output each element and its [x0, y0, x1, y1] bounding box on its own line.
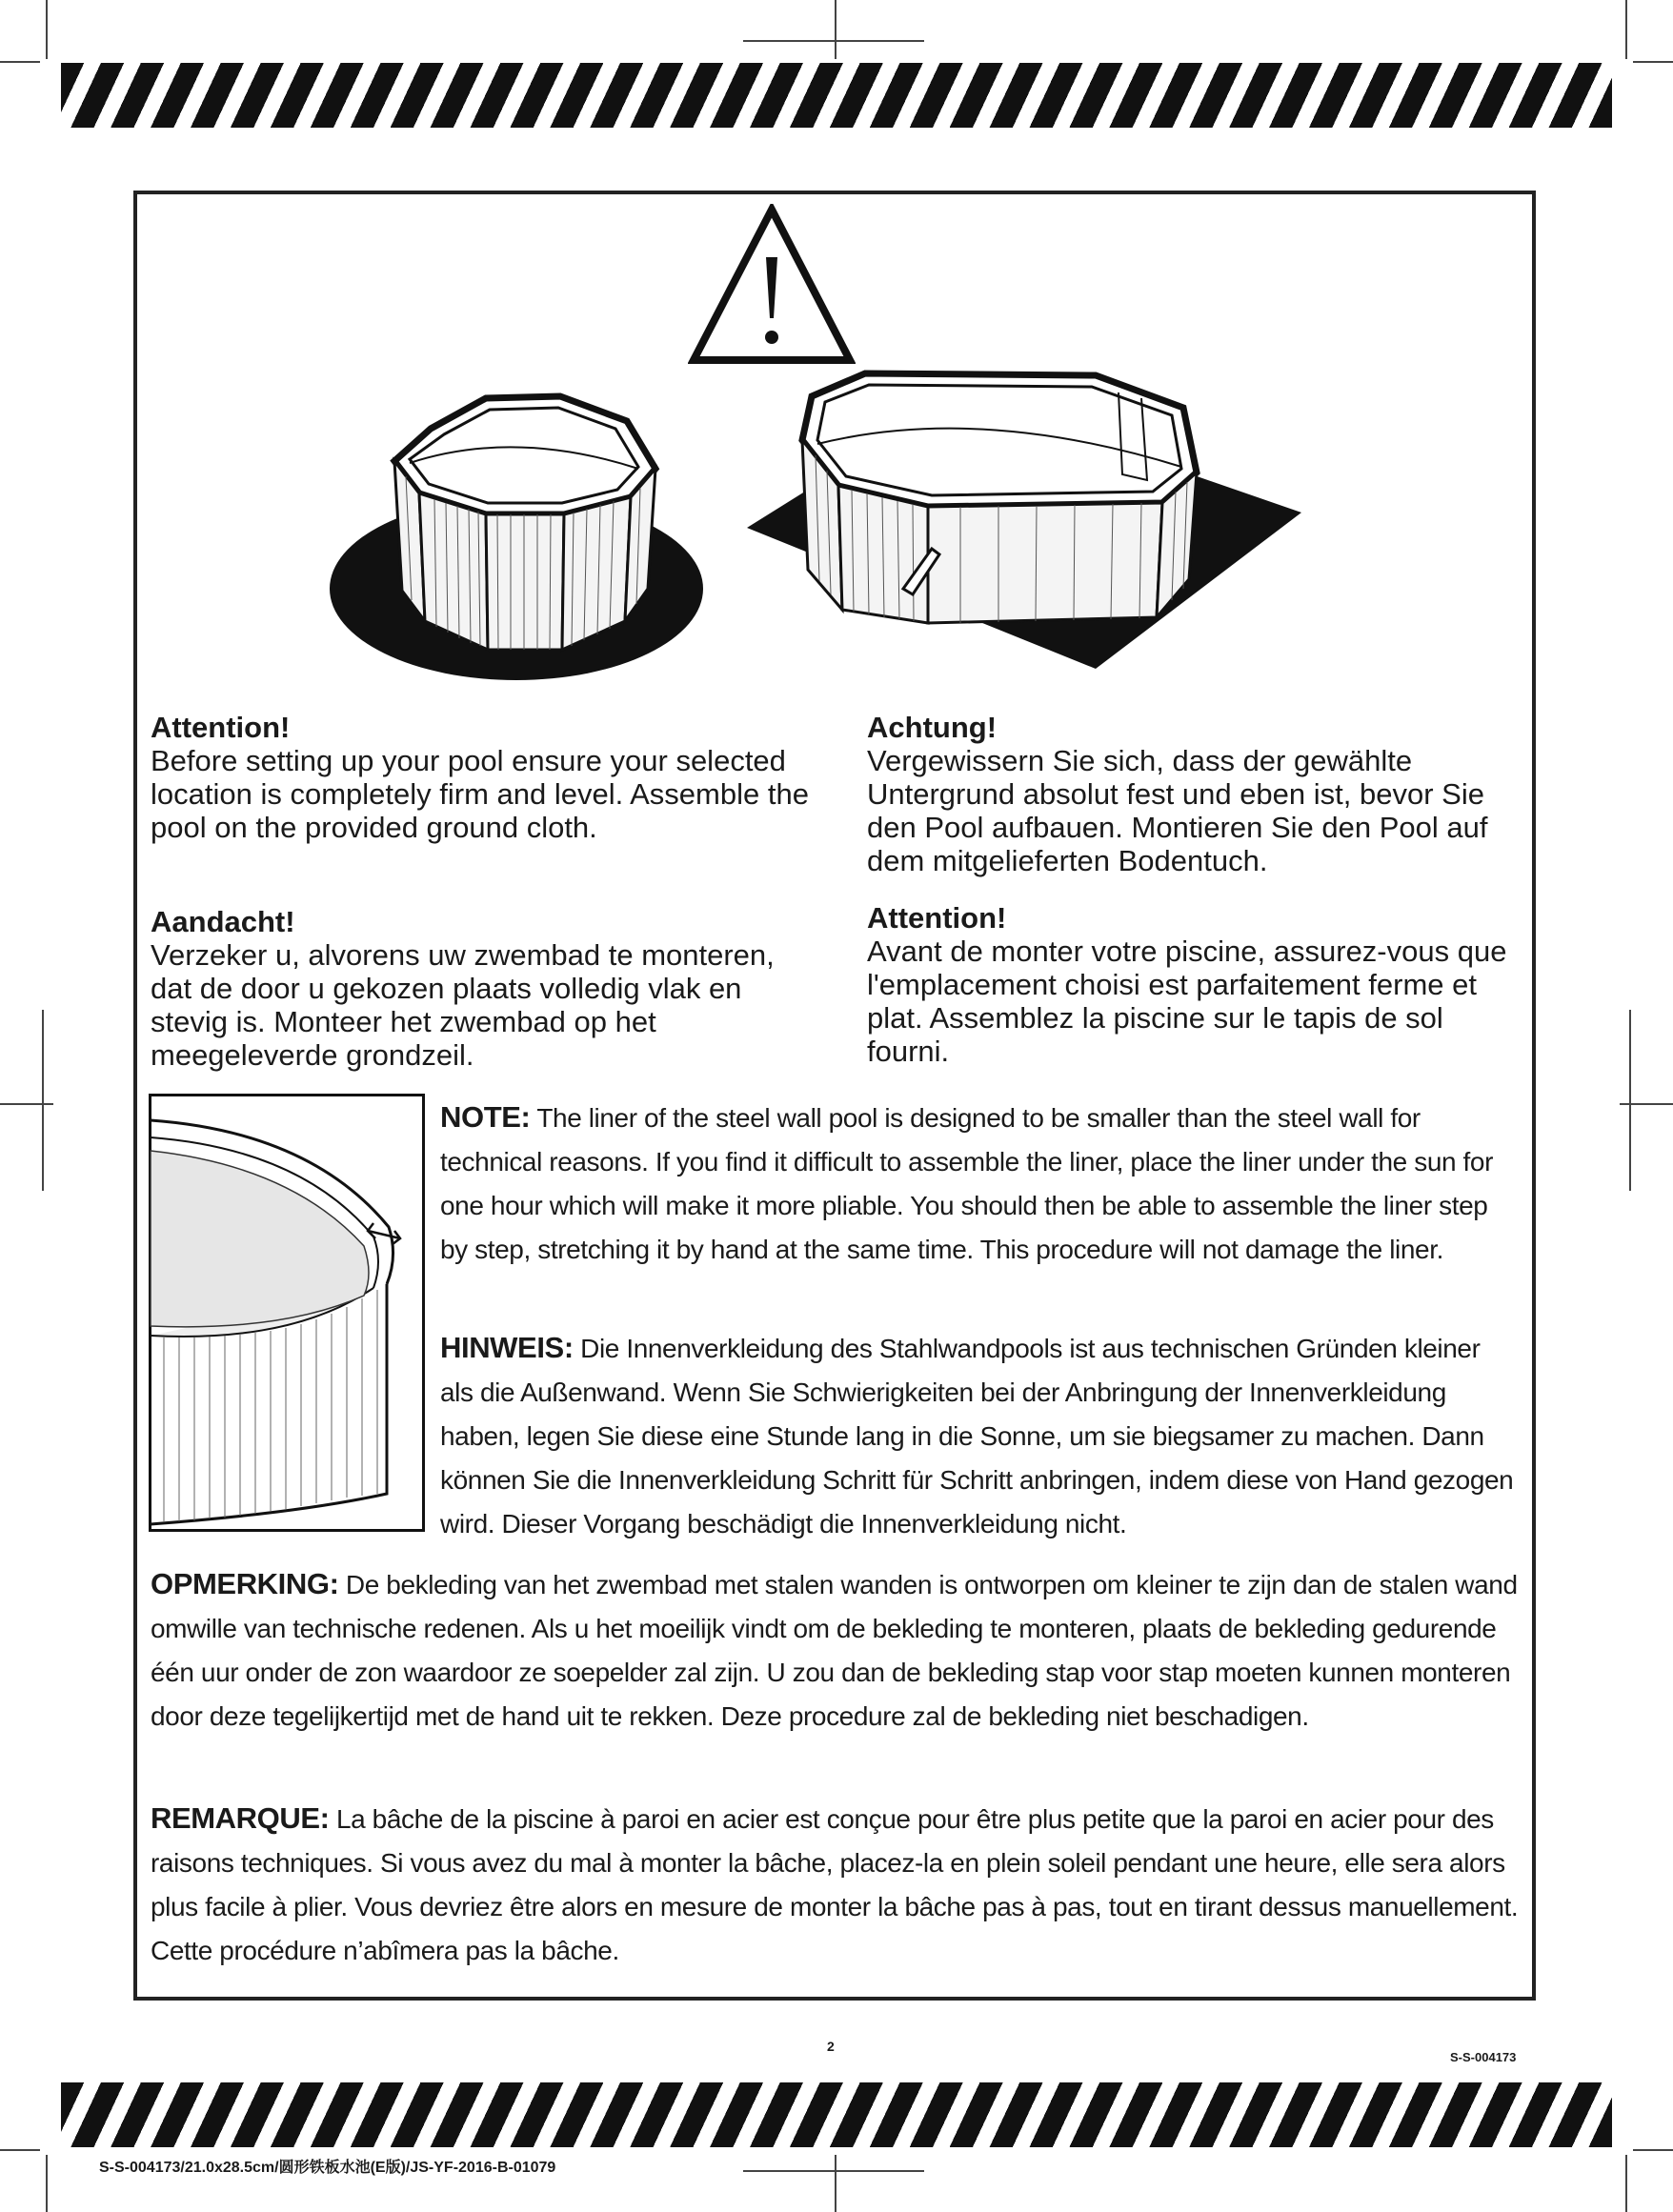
warning-heading: Aandacht! [151, 905, 295, 938]
warning-block-en [151, 711, 827, 844]
crop-mark [835, 0, 836, 59]
crop-mark [0, 1103, 53, 1105]
crop-mark [42, 1010, 44, 1191]
page-number: 2 [827, 2039, 835, 2054]
crop-mark [1625, 2155, 1627, 2212]
note-text: The liner of the steel wall pool is designed to be smaller than the steel wall for technical reasons. If you find it difficult to assemble the liner, place the liner under the sun for one hour which will make it more pliable. You should then be able to assemble the liner step by step, stretching it by hand at the same time. This procedure will not damage the liner. [440, 1103, 1494, 1264]
note-en [440, 1096, 1517, 1272]
warning-heading: Attention! [151, 711, 291, 744]
warning-text: Verzeker u, alvorens uw zwembad te monteren, dat de door u gekozen plaats volledig vlak en stevig is. Monteer het zwembad op het meegeleverde grondzeil. [151, 938, 775, 1072]
warning-triangle-icon [688, 204, 856, 366]
crop-mark [1620, 1103, 1673, 1105]
note-text: La bâche de la piscine à paroi en acier est conçue pour être plus petite que la paroi en acier pour des raisons techniques. Si vous avez du mal à monter la bâche, placez-la en plein soleil pendant une heure, elle sera alors plus facile à plier. Vous devriez être alors en mesure de monter la bâche pas à pas, tout en tirant dessus manuellement. Cette procédure n’abîmera pas la bâche. [151, 1804, 1519, 1965]
round-pool-illustration [324, 372, 705, 686]
note-de [440, 1326, 1517, 1546]
crop-mark [1625, 0, 1627, 59]
warning-heading: Achtung! [867, 711, 998, 744]
note-label: HINWEIS: [440, 1331, 574, 1364]
note-label: NOTE: [440, 1100, 531, 1134]
crop-mark [1633, 61, 1673, 63]
document-code: S-S-004173 [1450, 2050, 1517, 2064]
hazard-stripe-bottom [61, 2082, 1612, 2147]
liner-illustration [149, 1094, 425, 1532]
crop-mark [743, 2170, 924, 2172]
crop-mark [1633, 2149, 1673, 2151]
crop-mark [0, 61, 40, 63]
crop-mark [0, 2149, 40, 2151]
note-text: Die Innenverkleidung des Stahlwandpools ist aus technischen Gründen kleiner als die Außenwand. Wenn Sie Schwierigkeiten bei der Anbringung der Innenverkleidung haben, legen Sie diese eine Stunde lang in die Sonne, um sie biegsamer zu machen. Dann können Sie die Innenverkleidung Schritt für Schritt anbringen, indem diese von Hand gezogen wird. Dieser Vorgang beschädigt die Innenverkleidung nicht. [440, 1334, 1514, 1538]
crop-mark [1629, 1010, 1631, 1191]
crop-mark [46, 0, 48, 59]
warning-block-fr [867, 901, 1524, 1068]
warning-block-nl [151, 905, 817, 1072]
note-text: De bekleding van het zwembad met stalen wanden is ontworpen om kleiner te zijn dan de stalen wand omwille van technische redenen. Als u het moeilijk vindt om de bekleding te monteren, plaats de bekleding gedurende één uur onder de zon waardoor ze soepelder zal zijn. U zou dan de bekleding stap voor stap moeten kunnen monteren door deze tegelijkertijd met de hand uit te rekken. Deze procedure zal de bekleding niet beschadigen. [151, 1570, 1518, 1731]
note-label: OPMERKING: [151, 1567, 339, 1600]
print-spec-code: S-S-004173/21.0x28.5cm/圆形铁板水池(E版)/JS-YF-2016-B-01079 [99, 2160, 556, 2176]
warning-text: Avant de monter votre piscine, assurez-vous que l'emplacement choisi est parfaitement ferme et plat. Assemblez la piscine sur le tapis de sol fourni. [867, 935, 1507, 1068]
note-label: REMARQUE: [151, 1801, 330, 1835]
warning-block-de [867, 711, 1524, 877]
note-fr [151, 1797, 1522, 1973]
warning-text: Before setting up your pool ensure your selected location is completely firm and level. Assemble the pool on the provided ground cloth. [151, 744, 809, 844]
crop-mark [743, 40, 924, 42]
crop-mark [46, 2155, 48, 2212]
oval-pool-illustration [741, 360, 1303, 674]
hazard-stripe-top [61, 63, 1612, 128]
warning-text: Vergewissern Sie sich, dass der gewählte Untergrund absolut fest und eben ist, bevor Sie den Pool aufbauen. Montieren Sie den Pool auf dem mitgelieferten Bodentuch. [867, 744, 1488, 877]
note-nl [151, 1562, 1522, 1739]
warning-heading: Attention! [867, 901, 1007, 935]
crop-mark [835, 2155, 836, 2212]
